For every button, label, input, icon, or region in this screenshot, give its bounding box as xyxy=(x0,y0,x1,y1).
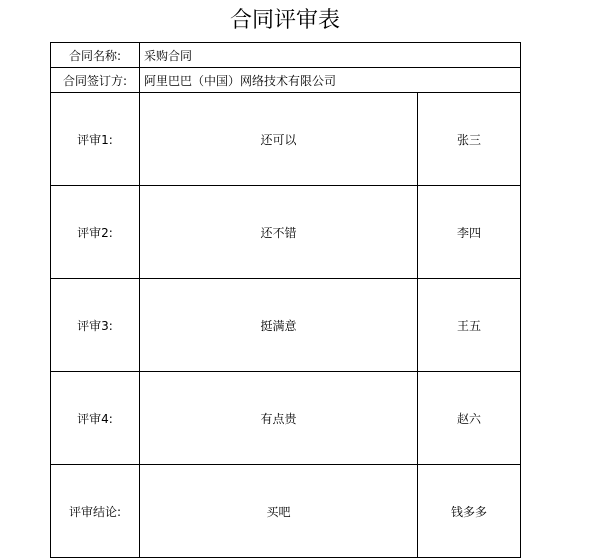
review-row xyxy=(51,279,521,372)
review-opinion[interactable]: 挺满意 xyxy=(140,279,418,372)
review-label: 评审1: xyxy=(51,93,140,186)
reviewer-name[interactable]: 李四 xyxy=(418,186,521,279)
review-label: 评审3: xyxy=(51,279,140,372)
review-opinion[interactable]: 还不错 xyxy=(140,186,418,279)
review-conclusion-reviewer[interactable]: 钱多多 xyxy=(418,465,521,558)
contract-review-table xyxy=(50,42,521,558)
review-row xyxy=(51,372,521,465)
contract-name-label: 合同名称: xyxy=(51,43,140,68)
contract-name-row xyxy=(51,43,521,68)
review-opinion[interactable]: 有点贵 xyxy=(140,372,418,465)
review-label: 评审4: xyxy=(51,372,140,465)
reviewer-name[interactable]: 赵六 xyxy=(418,372,521,465)
contract-party-row xyxy=(51,68,521,93)
contract-name-value[interactable]: 采购合同 xyxy=(140,43,521,68)
reviewer-name[interactable]: 王五 xyxy=(418,279,521,372)
review-row xyxy=(51,93,521,186)
review-row xyxy=(51,186,521,279)
reviewer-name[interactable]: 张三 xyxy=(418,93,521,186)
review-opinion[interactable]: 还可以 xyxy=(140,93,418,186)
review-conclusion-opinion[interactable]: 买吧 xyxy=(140,465,418,558)
review-label: 评审2: xyxy=(51,186,140,279)
page-title: 合同评审表 xyxy=(229,8,340,33)
contract-party-value[interactable]: 阿里巴巴（中国）网络技术有限公司 xyxy=(140,68,521,93)
review-conclusion-label: 评审结论: xyxy=(51,465,140,558)
contract-party-label: 合同签订方: xyxy=(51,68,140,93)
